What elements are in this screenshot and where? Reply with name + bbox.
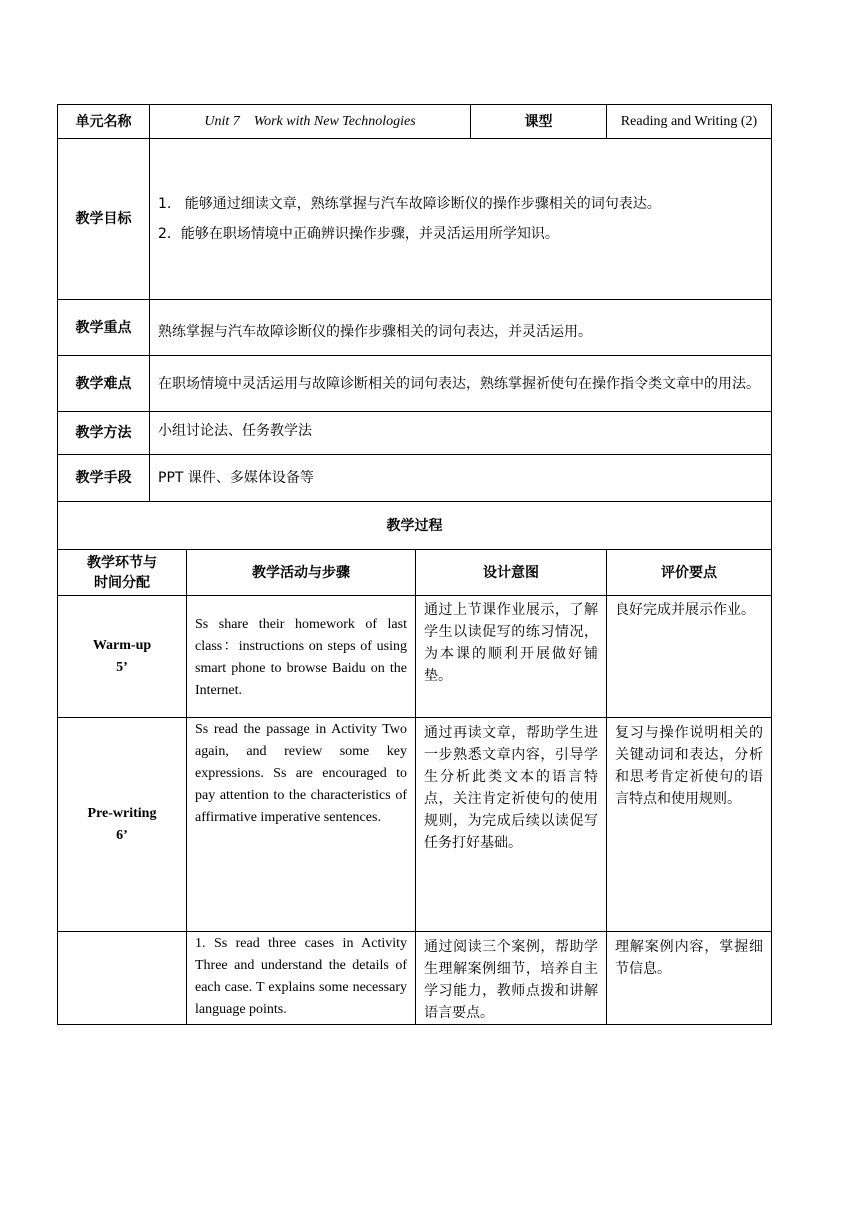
activity-cell: Ss read the passage in Activity Two again, and review some key expressions. Ss are encouraged to pay attention to the characteristics of affirmative imperative sentences.	[187, 718, 416, 932]
objectives-cell	[150, 139, 772, 300]
stage-cell	[58, 596, 187, 718]
focus-row	[58, 300, 772, 356]
unit-value: Unit 7 Work with New Technologies	[150, 105, 471, 139]
activity-cell: Ss share their homework of last class：instructions on steps of using smart phone to browse Baidu on the Internet.	[187, 596, 416, 718]
type-label: 课型	[471, 105, 607, 139]
evaluation-cell: 良好完成并展示作业。	[607, 596, 772, 718]
unit-row	[58, 105, 772, 139]
stage-name: Warm-up	[92, 637, 152, 653]
method-label: 教学方法	[58, 412, 150, 455]
difficulty-value: 在职场情境中灵活运用与故障诊断相关的词句表达，熟练掌握祈使句在操作指令类文章中的用法。	[150, 356, 772, 412]
table-row	[58, 932, 772, 1025]
table-row	[58, 718, 772, 932]
intent-cell: 通过再读文章，帮助学生进一步熟悉文章内容，引导学生分析此类文本的语言特点，关注肯定祈使句的使用规则，为完成后续以读促写任务打好基础。	[416, 718, 607, 932]
means-row	[58, 455, 772, 502]
activity-header: 教学活动与步骤	[187, 550, 416, 596]
stage-time: 6’	[116, 827, 128, 843]
intent-cell: 通过上节课作业展示，了解学生以读促写的练习情况，为本课的顺利开展做好铺垫。	[416, 596, 607, 718]
means-label: 教学手段	[58, 455, 150, 502]
method-value: 小组讨论法、任务教学法	[150, 412, 772, 455]
stage-cell	[58, 932, 187, 1025]
stage-header	[58, 550, 187, 596]
stage-header-line: 时间分配	[94, 574, 150, 591]
difficulty-label: 教学难点	[58, 356, 150, 412]
lesson-plan-table	[57, 104, 772, 1025]
process-header-row	[58, 550, 772, 596]
focus-label: 教学重点	[58, 300, 150, 356]
intent-cell: 通过阅读三个案例，帮助学生理解案例细节，培养自主学习能力，教师点拨和讲解语言要点。	[416, 932, 607, 1025]
means-value: PPT 课件、多媒体设备等	[150, 455, 772, 502]
stage-header-line: 教学环节与	[87, 554, 157, 571]
activity-cell: 1. Ss read three cases in Activity Three and understand the details of each case. T explains some necessary language points.	[187, 932, 416, 1025]
type-value: Reading and Writing (2)	[607, 105, 772, 139]
evaluation-cell: 理解案例内容，掌握细节信息。	[607, 932, 772, 1025]
process-title-row	[58, 502, 772, 550]
evaluation-header: 评价要点	[607, 550, 772, 596]
process-title: 教学过程	[58, 502, 772, 550]
intent-header: 设计意图	[416, 550, 607, 596]
objective-item: 2．能够在职场情境中正确辨识操作步骤，并灵活运用所学知识。	[158, 226, 559, 242]
method-row	[58, 412, 772, 455]
objectives-label: 教学目标	[58, 139, 150, 300]
stage-time: 5’	[116, 659, 128, 675]
table-row	[58, 596, 772, 718]
focus-value: 熟练掌握与汽车故障诊断仪的操作步骤相关的词句表达，并灵活运用。	[150, 300, 772, 356]
evaluation-cell: 复习与操作说明相关的关键动词和表达，分析和思考肯定祈使句的语言特点和使用规则。	[607, 718, 772, 932]
objective-item: 1. 能够通过细读文章，熟练掌握与汽车故障诊断仪的操作步骤相关的词句表达。	[158, 196, 661, 212]
difficulty-row	[58, 356, 772, 412]
unit-label: 单元名称	[58, 105, 150, 139]
stage-cell	[58, 718, 187, 932]
objectives-row	[58, 139, 772, 300]
stage-name: Pre-writing	[87, 805, 157, 821]
